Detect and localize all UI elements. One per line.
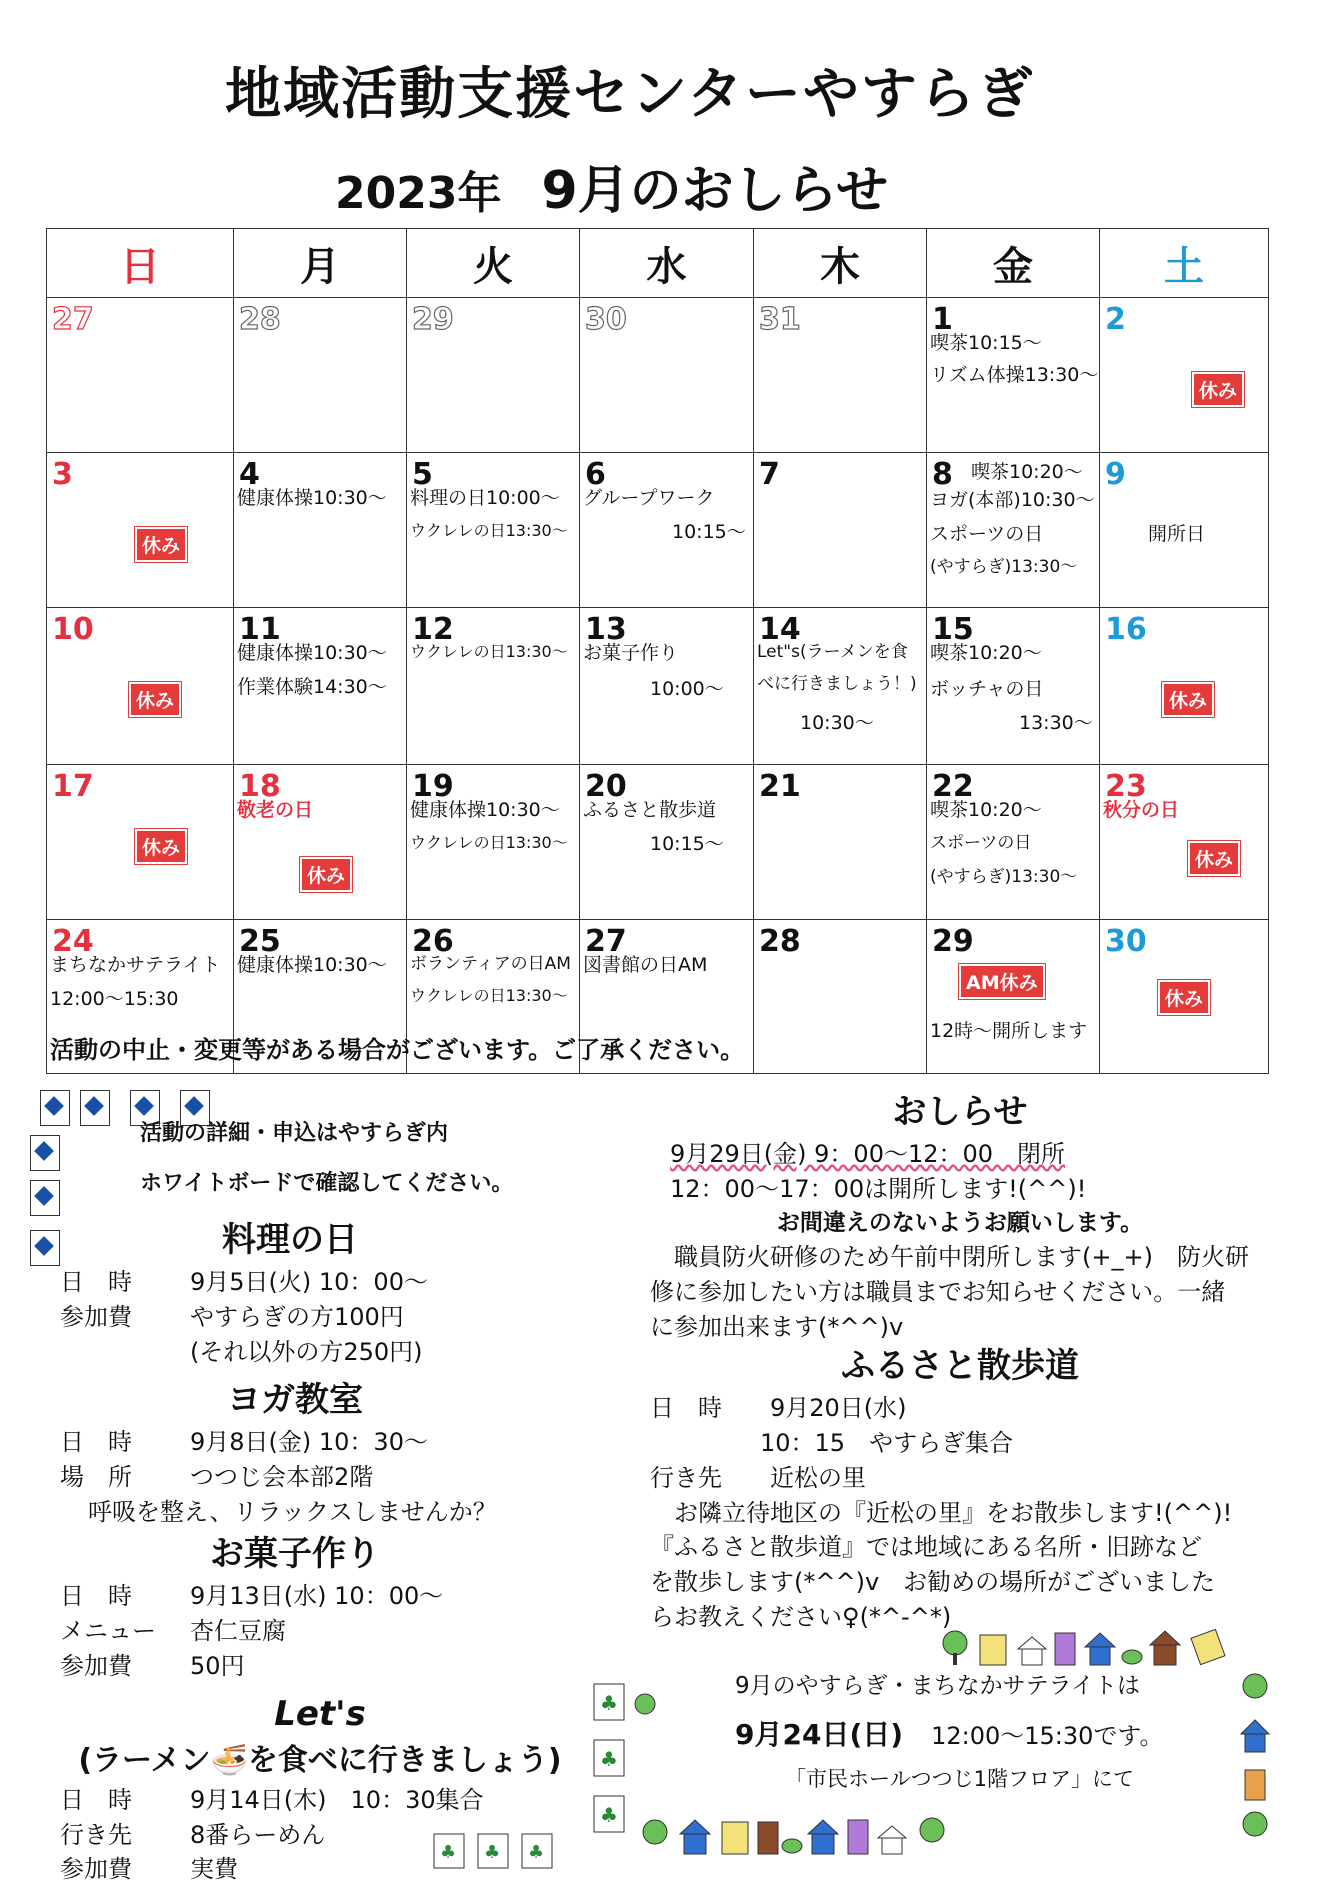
day-number: 2: [1105, 302, 1126, 337]
event-text: (やすらぎ)13:30～: [930, 557, 1078, 577]
month-title: [335, 148, 888, 223]
info-value: 9月8日(金) 10：30～: [190, 1428, 428, 1457]
info-row: [60, 1425, 530, 1460]
year-label: 2023年: [335, 168, 502, 219]
event-text: Let"s(ラーメンを食: [757, 642, 908, 662]
day-cell: [1100, 920, 1269, 1074]
event-text: 12:00～15:30: [50, 988, 179, 1010]
event-text: 10:30～: [800, 712, 874, 734]
event-text: 喫茶10:20～: [930, 642, 1042, 664]
heart-card-icon: [30, 1180, 60, 1216]
day-number: 17: [52, 769, 94, 804]
rest-badge: 休み: [1188, 841, 1240, 876]
intro-line: 活動の詳細・申込はやすらぎ内: [140, 1121, 449, 1146]
event-text: ウクレレの日13:30～: [410, 986, 568, 1005]
calendar-notice: 活動の中止・変更等がある場合がございます。ご了承ください。: [50, 1036, 745, 1064]
day-cell: [927, 608, 1100, 765]
weekday-header-row: [47, 229, 1269, 298]
day-cell: [754, 453, 927, 608]
calendar-week: [47, 453, 1269, 608]
day-number: 19: [412, 769, 454, 804]
card-decoration: [430, 1830, 570, 1874]
info-value: 杏仁豆腐: [190, 1617, 286, 1646]
info-row: [60, 1579, 530, 1614]
info-value: 9月20日(水): [770, 1394, 907, 1423]
day-number: 1: [932, 302, 953, 337]
day-cell: [580, 298, 754, 453]
day-number: 9: [1105, 457, 1126, 492]
info-key: 場 所: [60, 1463, 132, 1492]
day-cell: [47, 298, 234, 453]
info-value: 実費: [190, 1855, 238, 1884]
info-row: [60, 1460, 530, 1495]
cooking-section: [60, 1216, 520, 1370]
event-text: 喫茶10:20～: [930, 799, 1042, 821]
event-text: リズム体操13:30～: [930, 364, 1099, 386]
day-cell: [1100, 765, 1269, 920]
event-text: 料理の日10:00～: [410, 487, 560, 509]
satellite-date: 9月24日(日): [735, 1718, 904, 1752]
svg-text:♣: ♣: [600, 1747, 618, 1771]
day-number: 30: [585, 302, 627, 337]
info-row: [60, 1335, 520, 1370]
info-key: 参加費: [60, 1303, 132, 1332]
weekday-mon: 月: [234, 229, 407, 298]
weekday-tue: 火: [407, 229, 580, 298]
town-decoration: [640, 1810, 970, 1860]
notice-line: 12：00～17：00は開所します!(^^)!: [670, 1175, 1087, 1204]
intro-line: ホワイトボードで確認してください。: [140, 1171, 514, 1196]
town-decoration: [1235, 1670, 1275, 1840]
info-note: 呼吸を整え、リラックスしませんか？: [88, 1497, 497, 1526]
info-row: [650, 1461, 1270, 1496]
calendar-table: [46, 228, 1269, 1074]
day-number: 11: [239, 612, 281, 647]
day-number: 27: [52, 302, 94, 337]
section-title: ふるさと散歩道: [841, 1346, 1079, 1386]
event-text: 健康体操10:30～: [237, 954, 387, 976]
day-number: 8: [932, 457, 953, 492]
day-cell: [580, 453, 754, 608]
info-value: 8番らーめん: [190, 1820, 326, 1849]
event-text: 12時～開所します: [930, 1020, 1088, 1042]
notice-body: 修に参加したい方は職員までお知らせください。一緒: [650, 1278, 1226, 1307]
section-title: Let's: [274, 1694, 366, 1734]
event-text: ボランティアの日AM: [410, 954, 571, 974]
rest-badge: 休み: [1162, 682, 1214, 717]
info-row: [60, 1783, 580, 1818]
info-key: 行き先: [60, 1820, 132, 1849]
day-cell: [234, 765, 407, 920]
info-row: [650, 1391, 1270, 1426]
satellite-line: 9月のやすらぎ・まちなかサテライトは: [735, 1673, 1140, 1699]
rest-badge: 休み: [135, 829, 187, 864]
walk-section: [650, 1342, 1270, 1635]
day-number: 30: [1105, 924, 1147, 959]
info-key: 日 時: [60, 1428, 132, 1457]
notice-body: に参加出来ます(*^^)v: [650, 1312, 904, 1341]
info-value: つつじ会本部2階: [190, 1463, 374, 1492]
day-cell: [47, 765, 234, 920]
day-number: 10: [52, 612, 94, 647]
info-value: 10：15 やすらぎ集合: [760, 1429, 1014, 1458]
day-cell: [927, 765, 1100, 920]
day-cell: [1100, 298, 1269, 453]
holiday-label: 敬老の日: [237, 799, 314, 821]
event-text: グループワーク: [583, 487, 715, 509]
day-cell: [927, 453, 1100, 608]
rest-badge: 休み: [300, 857, 352, 892]
weekday-fri: 金: [927, 229, 1100, 298]
section-title: おしらせ: [892, 1092, 1028, 1132]
svg-text:♣: ♣: [484, 1842, 501, 1863]
page-title: 地域活動支援センターやすらぎ: [225, 62, 1035, 127]
day-number: 4: [239, 457, 260, 492]
day-cell: [754, 608, 927, 765]
event-text: 13:30～: [1019, 712, 1093, 734]
subtitle-part: (ラーメン: [78, 1743, 211, 1779]
am-rest-badge: AM休み: [959, 964, 1045, 999]
day-number: 24: [52, 924, 94, 959]
info-row: [60, 1265, 520, 1300]
day-number: 21: [759, 769, 801, 804]
walk-body: らお教えください♀(*^-^*): [650, 1603, 952, 1632]
day-number: 28: [239, 302, 281, 337]
svg-text:♣: ♣: [600, 1803, 618, 1827]
info-key: 日 時: [60, 1785, 132, 1814]
svg-text:♣: ♣: [528, 1842, 545, 1863]
walk-body: お隣立待地区の『近松の里』をお散歩します!(^^)!: [650, 1498, 1233, 1527]
info-key: 参加費: [60, 1855, 132, 1884]
event-text: 健康体操10:30～: [410, 799, 560, 821]
notice-line: お間違えのないようお願いします。: [776, 1209, 1144, 1236]
section-subtitle: [60, 1739, 580, 1783]
heart-card-icon: [30, 1230, 60, 1266]
walk-body: を散歩します(*^^)v お勧めの場所がございました: [650, 1568, 1216, 1597]
subtitle-part: を食べに行きましょう): [247, 1743, 562, 1779]
info-value: 9月14日(木) 10：30集合: [190, 1785, 484, 1814]
day-number: 27: [585, 924, 627, 959]
weekday-sun: 日: [47, 229, 234, 298]
day-cell: [407, 453, 580, 608]
day-number: 13: [585, 612, 627, 647]
day-cell: [754, 298, 927, 453]
event-text: スポーツの日: [930, 833, 1032, 853]
heart-card-icon: [80, 1090, 110, 1126]
rest-badge: 休み: [129, 682, 181, 717]
calendar-week: [47, 298, 1269, 453]
day-cell: [234, 453, 407, 608]
calendar-week: [47, 765, 1269, 920]
event-text: 喫茶10:20～: [971, 461, 1083, 483]
event-text: 健康体操10:30～: [237, 642, 387, 664]
day-cell: [927, 920, 1100, 1074]
event-text: べに行きましょう！): [757, 674, 917, 694]
day-number: 5: [412, 457, 433, 492]
notice-section: [650, 1088, 1270, 1345]
event-text: 作業体験14:30～: [237, 676, 387, 698]
holiday-label: 秋分の日: [1103, 799, 1180, 821]
day-number: 29: [932, 924, 974, 959]
event-text: 10:15～: [672, 521, 746, 543]
day-cell: [47, 453, 234, 608]
day-cell: [407, 765, 580, 920]
event-text: 10:15～: [650, 833, 724, 855]
calendar-week: [47, 608, 1269, 765]
event-text: ウクレレの日13:30～: [410, 642, 568, 661]
day-number: 3: [52, 457, 73, 492]
info-row: [60, 1649, 530, 1684]
info-value: 50円: [190, 1651, 245, 1680]
day-number: 18: [239, 769, 281, 804]
day-cell: [407, 608, 580, 765]
day-number: 16: [1105, 612, 1147, 647]
weekday-thu: 木: [754, 229, 927, 298]
rest-badge: 休み: [1192, 372, 1244, 407]
satellite-time: 12:00～15:30です。: [931, 1722, 1164, 1751]
day-cell: [580, 608, 754, 765]
day-number: 29: [412, 302, 454, 337]
month-label: 9月のおしらせ: [541, 161, 889, 221]
event-text: ヨガ(本部)10:30～: [930, 489, 1095, 511]
satellite-section: [735, 1670, 1235, 1794]
rest-badge: 休み: [135, 527, 187, 562]
yoga-section: [60, 1376, 530, 1530]
heart-card-icon: [40, 1090, 70, 1126]
day-number: 26: [412, 924, 454, 959]
event-text: 健康体操10:30～: [237, 487, 387, 509]
rest-badge: 休み: [1158, 980, 1210, 1015]
day-number: 28: [759, 924, 801, 959]
satellite-line: 「市民ホールつつじ1階フロア」にて: [785, 1766, 1134, 1791]
info-value: 9月5日(火) 10：00～: [190, 1268, 428, 1297]
day-number: 6: [585, 457, 606, 492]
event-text: ボッチャの日: [930, 678, 1044, 700]
event-text: まちなかサテライト: [50, 954, 221, 976]
town-decoration: [940, 1625, 1230, 1667]
info-key: 日 時: [60, 1268, 132, 1297]
event-text: 10:00～: [650, 678, 724, 700]
day-number: 20: [585, 769, 627, 804]
day-number: 7: [759, 457, 780, 492]
day-cell: [1100, 453, 1269, 608]
info-row: [60, 1614, 530, 1649]
day-cell: [47, 608, 234, 765]
day-cell: [407, 298, 580, 453]
event-text: 喫茶10:15～: [930, 332, 1042, 354]
notice-body: 職員防火研修のため午前中閉所します(+_+) 防火研: [650, 1243, 1249, 1272]
day-cell: [580, 765, 754, 920]
info-value: 9月13日(水) 10：00～: [190, 1582, 444, 1611]
day-cell: [754, 765, 927, 920]
event-text: ウクレレの日13:30～: [410, 833, 568, 852]
info-value: やすらぎの方100円: [190, 1303, 404, 1332]
event-text: ふるさと散歩道: [583, 799, 717, 821]
day-cell: [234, 298, 407, 453]
sweets-section: [60, 1530, 530, 1684]
event-text: ウクレレの日13:30～: [410, 521, 568, 540]
day-number: 23: [1105, 769, 1147, 804]
event-text: (やすらぎ)13:30～: [930, 867, 1078, 887]
weekday-sat: 土: [1100, 229, 1269, 298]
day-cell: [234, 608, 407, 765]
event-text: スポーツの日: [930, 523, 1044, 545]
notice-line: [650, 1137, 1270, 1172]
svg-text:♣: ♣: [600, 1691, 618, 1715]
day-number: 31: [759, 302, 801, 337]
satellite-date-line: [735, 1715, 1235, 1756]
section-title: ヨガ教室: [227, 1380, 363, 1420]
day-cell: [927, 298, 1100, 453]
heart-card-icon: [30, 1135, 60, 1171]
info-key: 参加費: [60, 1651, 132, 1680]
event-text: 開所日: [1148, 523, 1206, 545]
day-number: 25: [239, 924, 281, 959]
notice-date: 9月29日(金) 9：00～12：00 閉所: [670, 1140, 1066, 1169]
section-title: お菓子作り: [210, 1534, 380, 1574]
info-key: 日 時: [650, 1394, 722, 1423]
info-value: 近松の里: [770, 1463, 866, 1492]
day-number: 22: [932, 769, 974, 804]
bowl-icon: 🍜: [210, 1743, 248, 1779]
weekday-wed: 水: [580, 229, 754, 298]
section-title: 料理の日: [222, 1220, 358, 1260]
info-key: 行き先: [650, 1463, 722, 1492]
day-cell: [1100, 608, 1269, 765]
walk-body: 『ふるさと散歩道』では地域にある名所・旧跡など: [650, 1533, 1202, 1562]
info-key: メニュー: [60, 1617, 156, 1646]
day-number: 15: [932, 612, 974, 647]
info-value: (それ以外の方250円): [190, 1337, 423, 1366]
info-key: 日 時: [60, 1582, 132, 1611]
day-number: 14: [759, 612, 801, 647]
info-row: [60, 1300, 520, 1335]
svg-text:♣: ♣: [440, 1842, 457, 1863]
day-cell: [754, 920, 927, 1074]
day-number: 12: [412, 612, 454, 647]
event-text: お菓子作り: [583, 642, 679, 664]
event-text: 図書館の日AM: [583, 954, 708, 976]
